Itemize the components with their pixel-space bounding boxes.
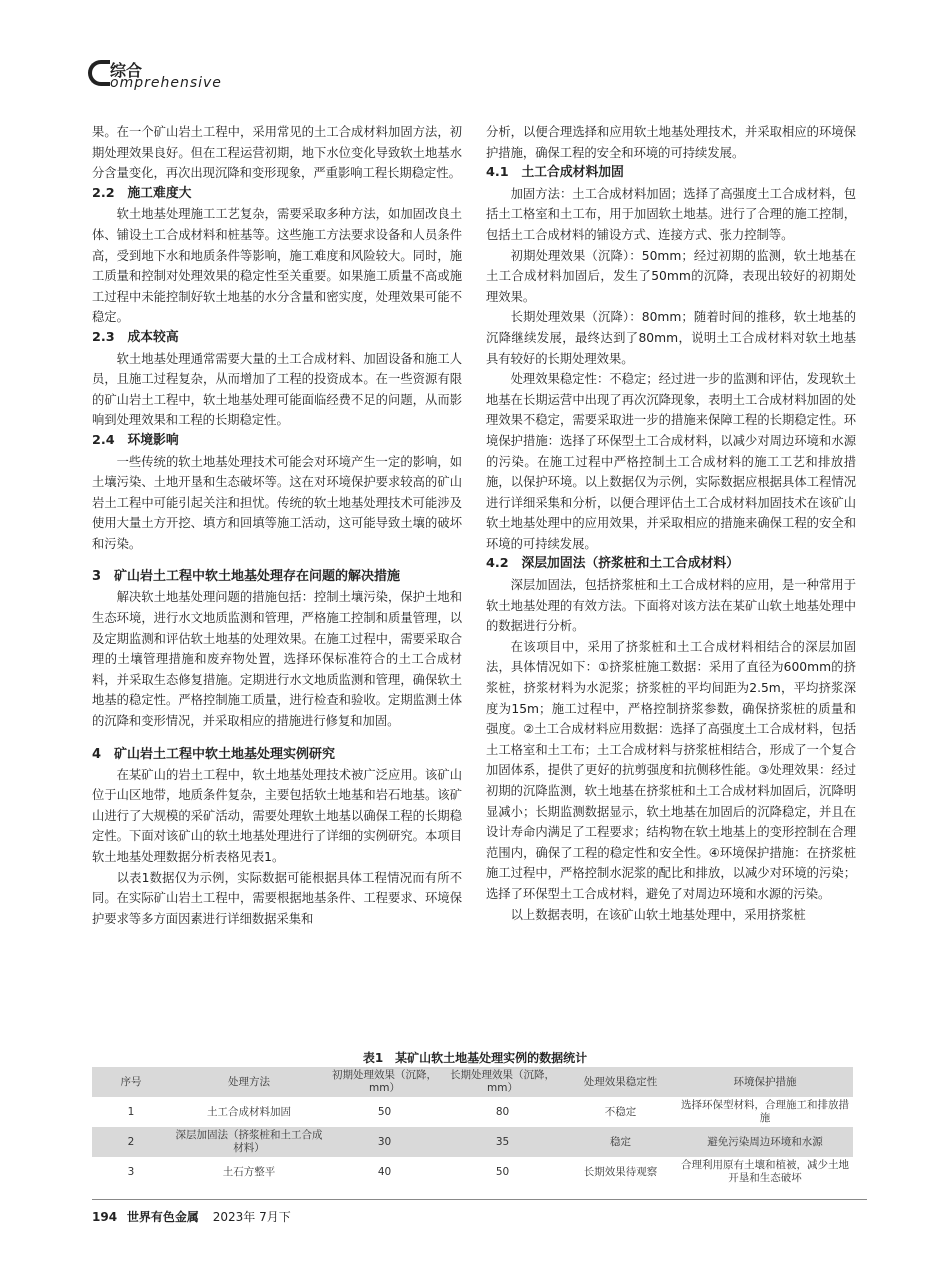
paragraph: 果。在一个矿山岩土工程中，采用常见的土工合成材料加固方法，初期处理效果良好。但在工程运营初期，地下水位变化导致软土地基水分含量变化，再次出现沉降和变形现象，严重影响工程长期稳定性。	[92, 125, 462, 181]
table-cell: 土工合成材料加固	[207, 1105, 291, 1118]
table-row	[92, 1127, 853, 1157]
data-table	[92, 1067, 853, 1187]
left-column	[92, 122, 462, 929]
subheading-2-2: 2.2 施工难度大	[92, 185, 192, 201]
paragraph: 一些传统的软土地基处理技术可能会对环境产生一定的影响，如土壤污染、土地开垦和生态破坏等。这在对环境保护要求较高的矿山岩土工程中可能引起关注和担忧。传统的软土地基处理技术可能涉及使用大量土方开挖、填方和回填等施工活动，这可能导致土壤的破坏和污染。	[92, 454, 462, 551]
column-header: 处理方法	[228, 1075, 270, 1088]
table-cell: 35	[495, 1135, 510, 1148]
paragraph: 软土地基处理通常需要大量的土工合成材料、加固设备和施工人员，且施工过程复杂，从而增加了工程的投资成本。在一些资源有限的矿山岩土工程中，软土地基处理可能面临经费不足的问题，从而影响到处理效果和工程的长期稳定性。	[92, 351, 462, 428]
table-cell: 30	[377, 1135, 392, 1148]
footer-rule	[92, 1199, 867, 1200]
table-cell: 合理利用原有土壤和植被，减少土地开垦和生态破坏	[681, 1159, 849, 1184]
issue-date: 2023年 7月下	[212, 1210, 291, 1224]
table-row	[92, 1097, 853, 1127]
section-title-zh: 综合	[110, 61, 143, 80]
paragraph: 深层加固法，包括挤浆桩和土工合成材料的应用，是一种常用于软土地基处理的有效方法。下面将对该方法在某矿山软土地基处理中的数据进行分析。	[486, 578, 856, 634]
table-cell: 避免污染周边环境和水源	[707, 1135, 823, 1148]
table-title: 表1 某矿山软土地基处理实例的数据统计	[362, 1051, 588, 1065]
section-title-en: omprehensive	[110, 75, 222, 91]
table-cell: 1	[127, 1105, 135, 1118]
table-cell: 选择环保型材料，合理施工和排放措施	[681, 1099, 849, 1124]
table-cell: 深层加固法（挤浆桩和土工合成材料）	[175, 1129, 323, 1154]
heading-4: 4 矿山岩土工程中软土地基处理实例研究	[92, 746, 336, 762]
paragraph: 分析，以便合理选择和应用软土地基处理技术，并采取相应的环境保护措施，确保工程的安全和环境的可持续发展。	[486, 125, 856, 160]
paragraph: 软土地基处理施工工艺复杂，需要采取多种方法，如加固改良土体、铺设土工合成材料和桩基等。这些施工方法要求设备和人员条件高，受到地下水和地质条件等影响，施工难度和风险较大。同时，施工质量和控制对处理效果的稳定性至关重要。如果施工质量不高或施工过程中未能控制好软土地基的水分含量和密实度，处理效果可能不稳定。	[92, 207, 462, 325]
paragraph: 处理效果稳定性：不稳定；经过进一步的监测和评估，发现软土地基在长期运营中出现了再次沉降现象，表明土工合成材料加固的处理效果不稳定，需要采取进一步的措施来保障工程的长期稳定性。环境保护措施：选择了环保型土工合成材料，以减少对周边环境和水源的污染。在施工过程中严格控制土工合成材料的施工工艺和排放措施，以保护环境。以上数据仅为示例，实际数据应根据具体工程情况进行详细采集和分析，以便合理评估土工合成材料加固技术在该矿山软土地基处理中的应用效果，并采取相应的措施来确保工程的安全和环境的可持续发展。	[486, 372, 856, 551]
section-logo-c	[88, 60, 110, 86]
subheading-4-1: 4.1 土工合成材料加固	[486, 165, 624, 181]
table-cell: 50	[377, 1105, 392, 1118]
table-cell: 50	[495, 1165, 510, 1178]
page-number: 194	[92, 1210, 118, 1224]
table-cell: 3	[127, 1165, 135, 1178]
paragraph: 解决软土地基处理问题的措施包括：控制土壤污染，保护土地和生态环境，进行水文地质监测和管理，严格施工控制和质量管理，以及定期监测和评估软土地基的处理效果。在施工过程中，需要采取合理的土壤管理措施和废弃物处置，选择环保标准符合的土工合成材料，并采取生态修复措施。定期进行水文地质监测和管理，确保软土地基的稳定性。严格控制施工质量，进行检查和验收。定期监测土体的沉降和变形情况，并采取相应的措施进行修复和加固。	[92, 590, 462, 729]
column-header: 序号	[120, 1075, 142, 1088]
column-header: 初期处理效果（沉降，mm）	[332, 1069, 437, 1094]
magazine-name: 世界有色金属	[126, 1210, 199, 1224]
table-cell: 长期效果待观察	[583, 1165, 658, 1178]
column-header: 环境保护措施	[733, 1075, 797, 1088]
paragraph: 在该项目中，采用了挤浆桩和土工合成材料相结合的深层加固法，具体情况如下：①挤浆桩施工数据：采用了直径为600mm的挤浆桩，挤浆材料为水泥浆；挤浆桩的平均间距为2.5m，平均挤浆深度为15m；施工过程中，严格控制挤浆参数，确保挤浆桩的质量和强度。②土工合成材料应用数据：选择了高强度土工合成材料，包括土工格室和土工布；土工合成材料与挤浆桩相结合，形成了一个复合加固体系，提供了更好的抗剪强度和抗侧移性能。③处理效果：经过初期的沉降监测，软土地基在挤浆桩和土工合成材料加固后，沉降明显减小；长期监测数据显示，软土地基在加固后的沉降稳定，并且在设计寿命内满足了工程要求；结构物在软土地基上的变形控制在合理范围内，确保了工程的稳定性和安全性。④环境保护措施：在挤浆桩施工过程中，严格控制水泥浆的配比和排放，以减少对环境的污染；选择了环保型土工合成材料，避免了对周边环境和水源的污染。	[486, 639, 856, 901]
table-cell: 2	[127, 1135, 135, 1148]
paragraph: 在某矿山的岩土工程中，软土地基处理技术被广泛应用。该矿山位于山区地带，地质条件复杂，主要包括软土地基和岩石地基。该矿山进行了大规模的采矿活动，需要处理软土地基以确保工程的长期稳定性。下面对该矿山的软土地基处理进行了详细的实例研究。本项目软土地基处理数据分析表格见表1。	[92, 767, 462, 864]
paragraph: 加固方法：土工合成材料加固；选择了高强度土工合成材料，包括土工格室和土工布，用于加固软土地基。进行了合理的施工控制，包括土工合成材料的铺设方式、连接方式、张力控制等。	[486, 186, 856, 242]
page-footer	[92, 1208, 291, 1225]
paragraph: 以上数据表明，在该矿山软土地基处理中，采用挤浆桩	[510, 907, 806, 922]
heading-3: 3 矿山岩土工程中软土地基处理存在问题的解决措施	[92, 569, 401, 585]
table-cell: 40	[377, 1165, 392, 1178]
table-cell: 土石方整平	[222, 1165, 276, 1178]
table-row	[92, 1157, 853, 1187]
right-column	[486, 122, 856, 925]
subheading-2-3: 2.3 成本较高	[92, 329, 179, 345]
subheading-4-2: 4.2 深层加固法（挤浆桩和土工合成材料）	[486, 556, 740, 572]
table-header-row	[92, 1067, 853, 1097]
subheading-2-4: 2.4 环境影响	[92, 432, 179, 448]
table-cell: 不稳定	[604, 1105, 637, 1118]
table-cell: 稳定	[610, 1135, 631, 1148]
column-header: 长期处理效果（沉降，mm）	[450, 1069, 555, 1094]
paragraph: 长期处理效果（沉降）：80mm；随着时间的推移，软土地基的沉降继续发展，最终达到了80mm，说明土工合成材料对软土地基具有较好的长期处理效果。	[486, 310, 856, 366]
table-cell: 80	[495, 1105, 510, 1118]
paragraph: 以表1数据仅为示例，实际数据可能根据具体工程情况而有所不同。在实际矿山岩土工程中，需要根据地基条件、工程要求、环境保护要求等多方面因素进行详细数据采集和	[92, 870, 462, 926]
column-header: 处理效果稳定性	[583, 1075, 658, 1088]
paragraph: 初期处理效果（沉降）：50mm；经过初期的监测，软土地基在土工合成材料加固后，发生了50mm的沉降，表现出较好的初期处理效果。	[486, 248, 856, 304]
